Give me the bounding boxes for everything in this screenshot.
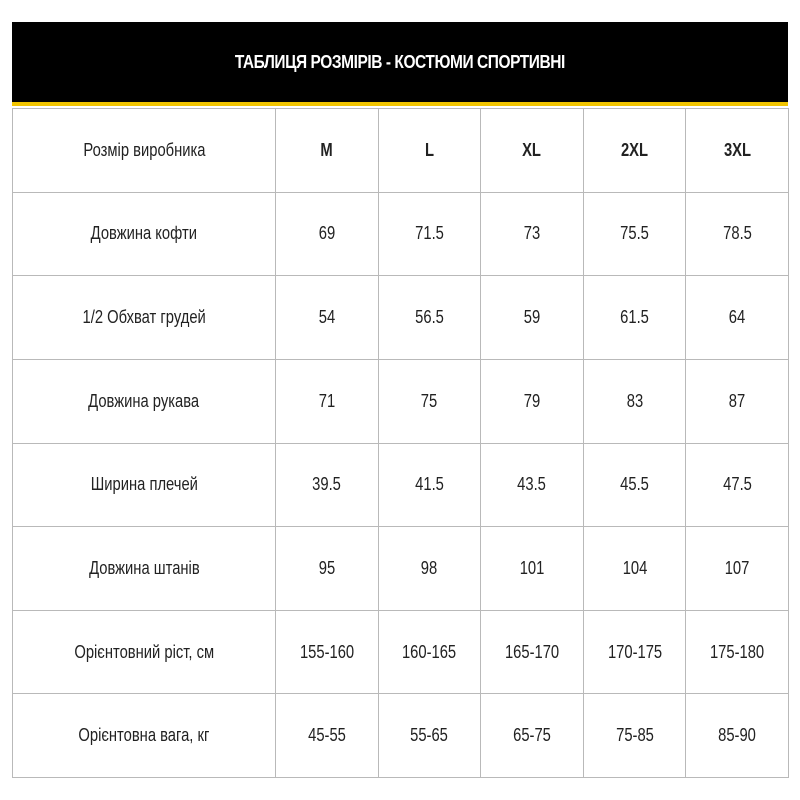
value-cell: [276, 276, 379, 360]
page-title: ТАБЛИЦЯ РОЗМІРІВ - КОСТЮМИ СПОРТИВНІ: [235, 51, 565, 72]
row-label: Орієнтовна вага, кг: [78, 725, 210, 746]
value-cell: [686, 443, 789, 527]
cell-value: 79: [523, 390, 541, 411]
size-header-xl: XL: [522, 139, 542, 160]
value-cell: [378, 694, 481, 778]
row-label-cell: [13, 192, 276, 276]
cell-value: 56.5: [415, 307, 444, 328]
value-cell: [583, 359, 686, 443]
cell-value: 78.5: [722, 223, 752, 244]
size-header-2xl: 2XL: [621, 139, 649, 160]
cell-value: 41.5: [415, 474, 444, 495]
cell-value: 59: [523, 307, 541, 328]
value-cell: [378, 527, 481, 611]
value-cell: [481, 443, 584, 527]
cell-value: 101: [519, 557, 545, 578]
cell-value: 83: [626, 390, 643, 411]
size-header-cell: [583, 109, 686, 193]
cell-value: 75.5: [620, 223, 649, 244]
value-cell: [686, 694, 789, 778]
cell-value: 45.5: [620, 474, 649, 495]
cell-value: 175-180: [710, 641, 765, 662]
value-cell: [378, 443, 481, 527]
row-label-cell: [13, 276, 276, 360]
table-row: [13, 359, 789, 443]
row-label-cell: [13, 443, 276, 527]
value-cell: [583, 610, 686, 694]
cell-value: 95: [318, 557, 336, 578]
value-cell: [276, 527, 379, 611]
value-cell: [583, 276, 686, 360]
row-label-cell: [13, 694, 276, 778]
cell-value: 65-75: [513, 725, 551, 746]
cell-value: 71: [318, 390, 336, 411]
value-cell: [276, 192, 379, 276]
table-row: [13, 443, 789, 527]
size-header-l: L: [424, 139, 434, 160]
row-label: Довжина рукава: [88, 390, 200, 411]
value-cell: [481, 610, 584, 694]
row-label-cell: [13, 527, 276, 611]
cell-value: 75-85: [615, 725, 654, 746]
value-cell: [276, 610, 379, 694]
value-cell: [481, 276, 584, 360]
row-label-cell: [13, 610, 276, 694]
value-cell: [686, 192, 789, 276]
cell-value: 45-55: [307, 725, 346, 746]
value-cell: [276, 443, 379, 527]
size-header-cell: [686, 109, 789, 193]
row-label: Орієнтовний ріст, см: [74, 641, 214, 662]
value-cell: [481, 527, 584, 611]
row-label: Розмір виробника: [82, 139, 206, 160]
cell-value: 71.5: [415, 223, 444, 244]
row-label: 1/2 Обхват грудей: [82, 307, 206, 328]
cell-value: 75: [421, 390, 438, 411]
value-cell: [481, 359, 584, 443]
cell-value: 104: [622, 557, 647, 578]
value-cell: [276, 694, 379, 778]
row-label: Ширина плечей: [90, 474, 198, 495]
table-row: [13, 527, 789, 611]
accent-divider: [12, 102, 788, 106]
size-table: [12, 108, 789, 778]
cell-value: 87: [728, 390, 746, 411]
value-cell: [583, 192, 686, 276]
cell-value: 54: [318, 307, 336, 328]
size-header-cell: [276, 109, 379, 193]
table-header-banner: [12, 22, 788, 102]
value-cell: [378, 610, 481, 694]
value-cell: [583, 443, 686, 527]
cell-value: 61.5: [620, 307, 649, 328]
cell-value: 64: [728, 307, 746, 328]
table-header-row: [13, 109, 789, 193]
cell-value: 69: [318, 223, 336, 244]
value-cell: [481, 694, 584, 778]
cell-value: 73: [523, 223, 541, 244]
row-label-cell: [13, 359, 276, 443]
cell-value: 85-90: [718, 725, 757, 746]
value-cell: [583, 694, 686, 778]
value-cell: [686, 359, 789, 443]
value-cell: [276, 359, 379, 443]
row-label-cell: [13, 109, 276, 193]
size-header-cell: [378, 109, 481, 193]
cell-value: 43.5: [517, 474, 547, 495]
table-row: [13, 276, 789, 360]
size-header-3xl: 3XL: [723, 139, 751, 160]
row-label: Довжина штанів: [88, 557, 200, 578]
value-cell: [378, 276, 481, 360]
value-cell: [686, 610, 789, 694]
value-cell: [481, 192, 584, 276]
cell-value: 107: [724, 557, 750, 578]
cell-value: 47.5: [722, 474, 752, 495]
cell-value: 98: [421, 557, 438, 578]
value-cell: [378, 359, 481, 443]
cell-value: 39.5: [312, 474, 342, 495]
cell-value: 155-160: [299, 641, 354, 662]
table-row: [13, 694, 789, 778]
size-header-m: M: [320, 139, 333, 160]
value-cell: [583, 527, 686, 611]
table-row: [13, 192, 789, 276]
value-cell: [686, 527, 789, 611]
size-header-cell: [481, 109, 584, 193]
size-chart: [12, 22, 788, 786]
cell-value: 165-170: [504, 641, 560, 662]
row-label: Довжина кофти: [90, 223, 198, 244]
cell-value: 160-165: [402, 641, 457, 662]
table-row: [13, 610, 789, 694]
value-cell: [686, 276, 789, 360]
cell-value: 170-175: [607, 641, 662, 662]
cell-value: 55-65: [410, 725, 449, 746]
value-cell: [378, 192, 481, 276]
